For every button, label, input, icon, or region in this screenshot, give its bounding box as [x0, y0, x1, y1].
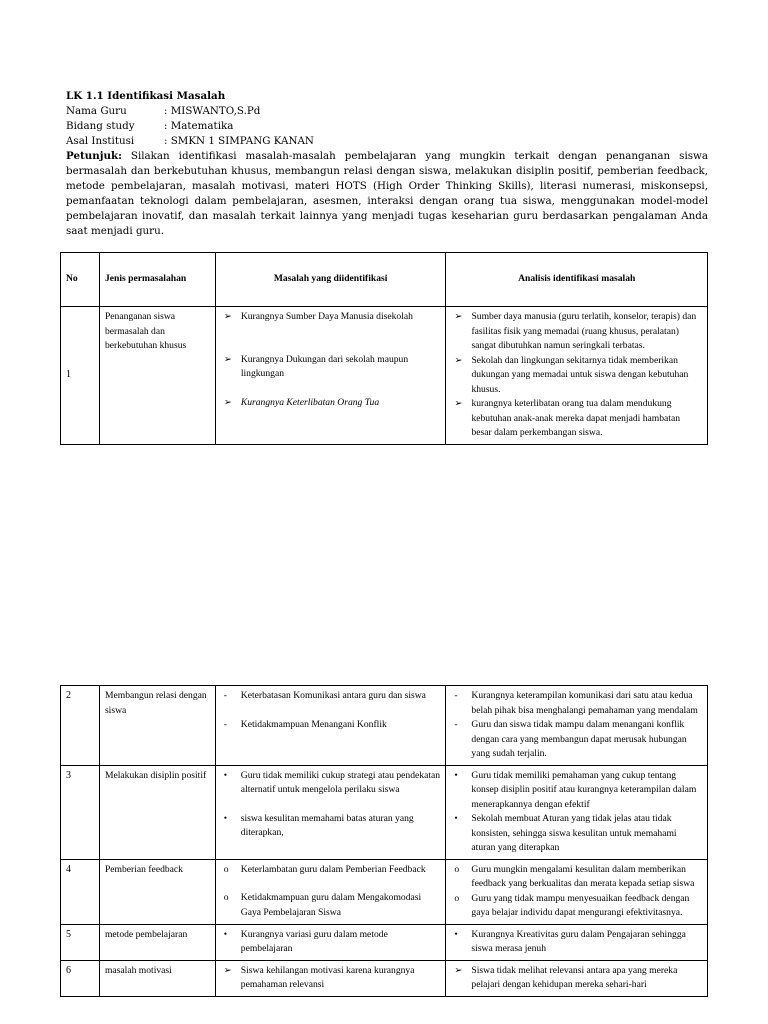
meta-row-teacher [66, 104, 708, 119]
list-item: ➢ Siswa tidak melihat relevansi antara apa yang mereka pelajari dengan kehidupan mereka sehari-hari [454, 964, 678, 990]
dot-bullet-icon: • [223, 928, 228, 940]
dash-bullet-icon: - [454, 719, 458, 730]
list-item: • Sekolah membuat Aturan yang tidak jelas atau tidak konsisten, sehingga siswa kesulitan untuk memahami aturan yang diterapkan [454, 813, 677, 853]
row-number: 5 [61, 924, 100, 960]
row-masalah [215, 960, 446, 996]
arrow-bullet-icon: ➢ [223, 353, 232, 365]
list-item: - Keterbatasan Komunikasi antara guru dan siswa [221, 689, 441, 704]
dot-bullet-icon: • [454, 813, 458, 824]
table-row [61, 765, 708, 859]
header-jenis: Jenis permasalahan [99, 253, 215, 307]
list-item: • siswa kesulitan memahami batas aturan yang diterapkan, [223, 812, 414, 838]
meta-label: Asal Institusi [66, 135, 135, 147]
problem-table-page-1 [60, 252, 708, 445]
row-number: 1 [61, 307, 100, 445]
row-masalah [215, 307, 446, 445]
table-row [61, 960, 708, 996]
row-masalah [215, 859, 446, 924]
meta-value: : Matematika [164, 120, 234, 132]
table-header-row [61, 253, 708, 307]
row-jenis: Pemberian feedback [99, 859, 215, 924]
row-number: 3 [61, 765, 100, 859]
table-row [61, 307, 708, 445]
row-masalah [215, 765, 446, 859]
list-item: o Ketidakmampuan guru dalam Mengakomodasi Gaya Pembelajaran Siswa [223, 892, 422, 918]
row-jenis: masalah motivasi [99, 960, 215, 996]
list-item: - Kurangnya keterampilan komunikasi dari satu atau kedua belah pihak bisa menghalangi pemahaman yang mendalam [454, 690, 698, 716]
arrow-bullet-icon: ➢ [454, 311, 463, 322]
list-item: ➢ Kurangnya Sumber Daya Manusia disekolah [221, 310, 441, 325]
row-masalah [215, 686, 446, 766]
row-analisis [446, 686, 708, 766]
list-item: ➢ Kurangnya Dukungan dari sekolah maupun lingkungan [223, 353, 409, 379]
circle-bullet-icon: o [223, 863, 229, 875]
row-analisis [446, 765, 708, 859]
circle-bullet-icon: o [223, 892, 229, 903]
list-item: • Guru tidak memiliki cukup strategi atau pendekatan alternatif untuk mengelola perilaku siswa [223, 769, 441, 795]
row-number: 2 [61, 686, 100, 766]
meta-row-institution [66, 134, 708, 149]
dot-bullet-icon: • [223, 769, 228, 781]
dot-bullet-icon: • [223, 812, 228, 824]
header-no: No [61, 253, 100, 307]
arrow-bullet-icon: ➢ [454, 398, 463, 409]
header-analisis: Analisis identifikasi masalah [446, 253, 708, 307]
table-row [61, 859, 708, 924]
list-item: - Guru dan siswa tidak mampu dalam menangani konflik dengan cara yang membangun dapat merusak hubungan yang sudah terjalin. [454, 719, 687, 759]
circle-bullet-icon: o [454, 863, 460, 875]
row-analisis [446, 960, 708, 996]
meta-row-subject [66, 119, 708, 134]
list-item: ➢ kurangnya keterlibatan orang tua dalam mendukung kebutuhan anak-anak mereka dapat menjadi hambatan besar dalam perkembangan siswa. [454, 398, 681, 438]
row-jenis: metode pembelajaran [99, 924, 215, 960]
row-jenis: Penanganan siswa bermasalah dan berkebutuhan khusus [99, 307, 215, 445]
document-header [66, 89, 708, 239]
list-item: ➢ Sekolah dan lingkungan sekitarnya tidak memberikan dukungan yang memadai untuk siswa dengan kebutuhan khusus. [454, 354, 689, 395]
dash-bullet-icon: - [223, 718, 227, 730]
arrow-bullet-icon: ➢ [454, 354, 463, 366]
meta-value: : SMKN 1 SIMPANG KANAN [164, 135, 314, 147]
row-analisis [446, 924, 708, 960]
row-jenis: Membangun relasi dengan siswa [99, 686, 215, 766]
list-item: • Guru tidak memiliki pemahaman yang cukup tentang konsep disiplin positif atau kurangnya keterampilan dalam menerapkannya dengan efektif [454, 769, 697, 810]
list-item: o Guru yang tidak mampu menyesuaikan feedback dengan gaya belajar individu dapat mengurangi efektivitasnya. [454, 892, 690, 918]
arrow-bullet-icon: ➢ [223, 964, 232, 976]
row-masalah [215, 924, 446, 960]
list-item: - Ketidakmampuan Menangani Konflik [221, 718, 441, 733]
header-masalah: Masalah yang diidentifikasi [215, 253, 446, 307]
table-row [61, 686, 708, 766]
row-analisis [446, 859, 708, 924]
arrow-bullet-icon: ➢ [223, 311, 232, 322]
circle-bullet-icon: o [454, 892, 460, 904]
instructions-text: Silakan identifikasi masalah-masalah pembelajaran yang mungkin terkait dengan penanganan siswa bermasalah dan berkebutuhan khusus, membangun relasi dengan siswa, melakukan disiplin positif, pemberian feedback, metode pembelajaran, masalah motivasi, materi HOTS (High Order Thinking Skills), literasi numerasi, miskonsepsi, pemanfaatan teknologi dalam pembelajaran, asesmen, interaksi dengan orang tua siswa, menggunakan model-model pembelajaran inovatif, dan masalah terkait lainnya yang menjadi tugas keseharian guru berdasarkan pengalaman Anda saat menjadi guru. [66, 150, 708, 237]
list-item: • Kurangnya variasi guru dalam metode pembelajaran [223, 928, 388, 954]
row-analisis [446, 307, 708, 445]
list-item: ➢ Siswa kehilangan motivasi karena kurangnya pemahaman relevansi [223, 964, 415, 990]
list-item: o Guru mungkin mengalami kesulitan dalam memberikan feedback yang berkualitas dan merata kepada setiap siswa [454, 863, 695, 889]
list-item: o Keterlambatan guru dalam Pemberian Feedback [221, 863, 441, 878]
meta-label: Nama Guru [66, 105, 127, 117]
row-number: 4 [61, 859, 100, 924]
instructions-label: Petunjuk: [66, 150, 122, 162]
instructions [66, 149, 708, 239]
document-title: LK 1.1 Identifikasi Masalah [66, 90, 226, 102]
row-jenis: Melakukan disiplin positif [99, 765, 215, 859]
row-number: 6 [61, 960, 100, 996]
dot-bullet-icon: • [454, 769, 458, 781]
table-row [61, 924, 708, 960]
dash-bullet-icon: - [454, 690, 458, 701]
meta-value: : MISWANTO,S.Pd [164, 105, 261, 117]
dot-bullet-icon: • [454, 928, 458, 940]
arrow-bullet-icon: ➢ [223, 396, 232, 408]
dash-bullet-icon: - [223, 690, 227, 701]
arrow-bullet-icon: ➢ [454, 964, 463, 976]
list-item: • Kurangnya Kreativitas guru dalam Pengajaran sehingga siswa merasa jenuh [454, 928, 686, 954]
meta-label: Bidang study [66, 120, 135, 132]
list-item: ➢ Kurangnya Keterlibatan Orang Tua [221, 396, 441, 411]
problem-table-page-2 [60, 685, 708, 997]
list-item: ➢ Sumber daya manusia (guru terlatih, konselor, terapis) dan fasilitas fisik yang memadai (ruang khusus, peralatan) sangat dibutuhkan namun seringkali terbatas. [454, 311, 697, 351]
